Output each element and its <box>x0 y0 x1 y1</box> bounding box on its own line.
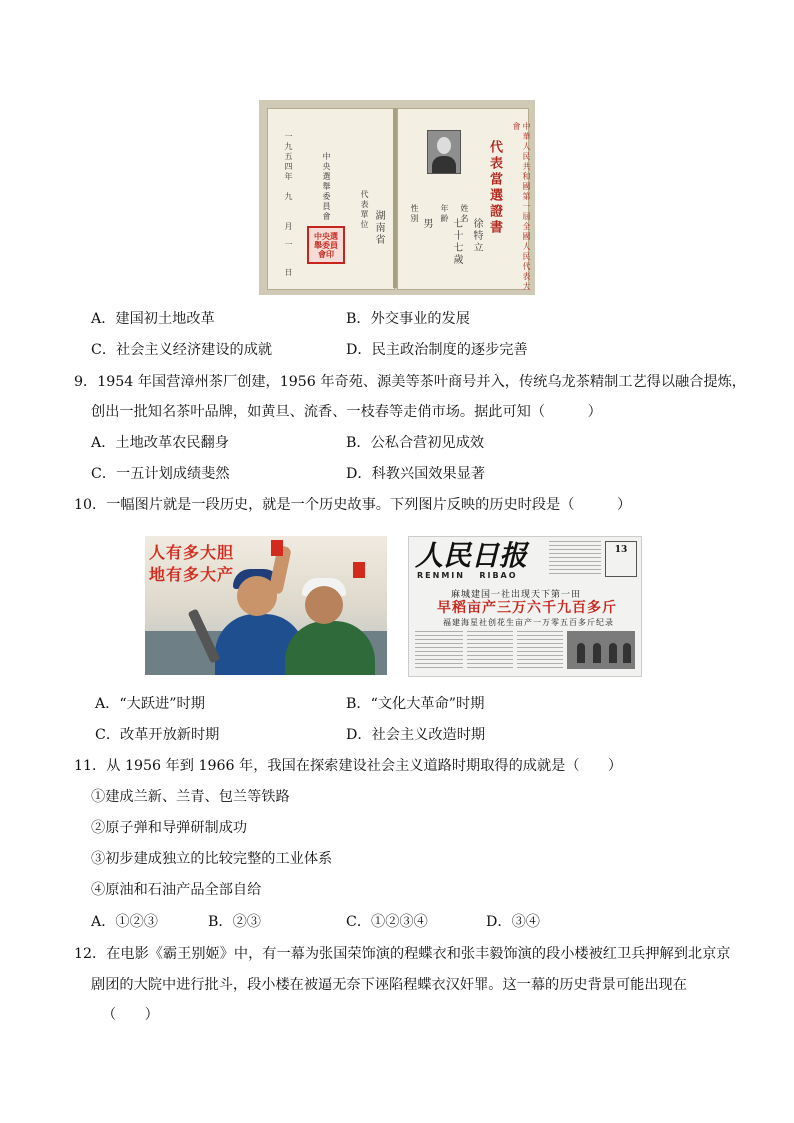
q10-stem-line1: 10．一幅图片就是一段历史，就是一个历史故事。下列图片反映的历史时段是（ ） <box>74 497 632 513</box>
q9-option-c[interactable]: C．一五计划成绩斐然 <box>91 466 230 482</box>
newspaper-column-2 <box>467 631 513 671</box>
q10-option-b[interactable]: B．“文化大革命”时期 <box>346 696 485 712</box>
committee-seal: 中央選舉委員會印 <box>307 226 345 264</box>
newspaper-headline-main: 早稻亩产三万六千九百多斤 <box>437 600 617 616</box>
poster-red-book-left <box>271 540 283 556</box>
q9-option-b[interactable]: B．公私合营初见成效 <box>346 435 485 451</box>
certificate-date-day: 一 <box>284 240 293 250</box>
certificate-congress-label: 中華人民共和國第一屆全國人民代表大會 <box>512 122 531 292</box>
q9-stem-line1: 9．1954 年国营漳州茶厂创建，1956 年奇苑、源美等茶叶商号并入，传统乌龙茶精制工艺得以融合提炼， <box>74 374 746 390</box>
representative-portrait <box>427 130 461 174</box>
newspaper-column-3 <box>517 631 563 671</box>
peoples-daily-newspaper-image <box>408 536 642 677</box>
poster-slogan-line1: 人有多大胆 <box>149 543 235 562</box>
q8-option-a[interactable]: A．建国初土地改革 <box>91 311 215 327</box>
certificate-gender-value: 男 <box>421 218 432 230</box>
certificate-month-char: 月 <box>284 222 293 232</box>
newspaper-headline-small: 麻城建国一社出现天下第一田 <box>451 590 582 600</box>
certificate-day-char: 日 <box>284 268 293 278</box>
q9-option-a[interactable]: A．土地改革农民翻身 <box>91 435 229 451</box>
certificate-age-label: 年齡 <box>440 204 449 224</box>
certificate-gender-label: 性別 <box>410 204 419 224</box>
poster-slogan-line2: 地有多大产 <box>149 565 235 584</box>
newspaper-top-column <box>549 541 601 577</box>
q8-option-b[interactable]: B．外交事业的发展 <box>346 311 470 327</box>
q11-stem-line1: 11．从 1956 年到 1966 年，我国在探索建设社会主义道路时期取得的成就是（ ） <box>74 758 623 774</box>
poster-peasant-body <box>285 621 375 675</box>
newspaper-headline-sub: 福建海星社创花生亩产一万零五百多斤纪录 <box>443 618 614 627</box>
q11-option-c[interactable]: C．①②③④ <box>346 914 428 930</box>
certificate-title: 代表當選證書 <box>487 140 502 236</box>
q11-option-b[interactable]: B．②③ <box>208 914 261 930</box>
q11-item-2: ②原子弹和导弹研制成功 <box>91 820 248 836</box>
certificate-unit-value: 湖南省 <box>373 210 384 246</box>
certificate-date-month: 九 <box>284 192 293 202</box>
certificate-date-year: 一九五四年 <box>284 132 293 182</box>
certificate-unit-label: 代表單位 <box>360 190 369 230</box>
certificate-name-label: 姓名 <box>460 204 469 224</box>
great-leap-poster-image <box>145 536 387 675</box>
newspaper-column-1 <box>415 631 463 671</box>
q9-option-d[interactable]: D．科教兴国效果显著 <box>346 466 486 482</box>
poster-peasant-face <box>305 586 343 624</box>
q11-option-a[interactable]: A．①②③ <box>91 914 158 930</box>
certificate-committee: 中央選舉委員會 <box>322 152 331 222</box>
q10-option-a[interactable]: A．“大跃进”时期 <box>95 696 205 712</box>
q12-stem-line2: 剧团的大院中进行批斗，段小楼在被逼无奈下诬陷程蝶衣汉奸罪。这一幕的历史背景可能出现在 <box>91 977 687 993</box>
newspaper-masthead: 人民日报 <box>415 539 528 572</box>
newspaper-photo <box>567 631 635 669</box>
q10-option-d[interactable]: D．社会主义改造时期 <box>346 727 486 743</box>
newspaper-pinyin: RENMIN RIBAO <box>417 571 518 580</box>
q9-stem-line2: 创出一批知名茶叶品牌，如黄旦、流香、一枝春等走俏市场。据此可知（ ） <box>91 404 602 420</box>
certificate-age-value: 七十七歲 <box>451 218 462 266</box>
q8-option-d[interactable]: D．民主政治制度的逐步完善 <box>346 342 528 358</box>
q8-option-c[interactable]: C．社会主义经济建设的成就 <box>91 342 273 358</box>
q11-item-4: ④原油和石油产品全部自给 <box>91 882 262 898</box>
representative-certificate-image <box>259 100 535 295</box>
q12-stem-line1: 12．在电影《霸王别姬》中，有一幕为张国荣饰演的程蝶衣和张丰毅饰演的段小楼被红卫兵押解到北京京 <box>74 946 731 962</box>
q11-item-3: ③初步建成独立的比较完整的工业体系 <box>91 851 333 867</box>
q11-item-1: ①建成兰新、兰青、包兰等铁路 <box>91 789 290 805</box>
q10-option-c[interactable]: C．改革开放新时期 <box>95 727 220 743</box>
q12-stem-line3: （ ） <box>102 1007 159 1023</box>
certificate-right-page <box>397 108 529 290</box>
q11-option-d[interactable]: D．③④ <box>486 914 540 930</box>
newspaper-date-box: 13 <box>605 541 637 577</box>
poster-red-book-right <box>353 562 365 578</box>
certificate-name-value: 徐特立 <box>471 218 482 254</box>
